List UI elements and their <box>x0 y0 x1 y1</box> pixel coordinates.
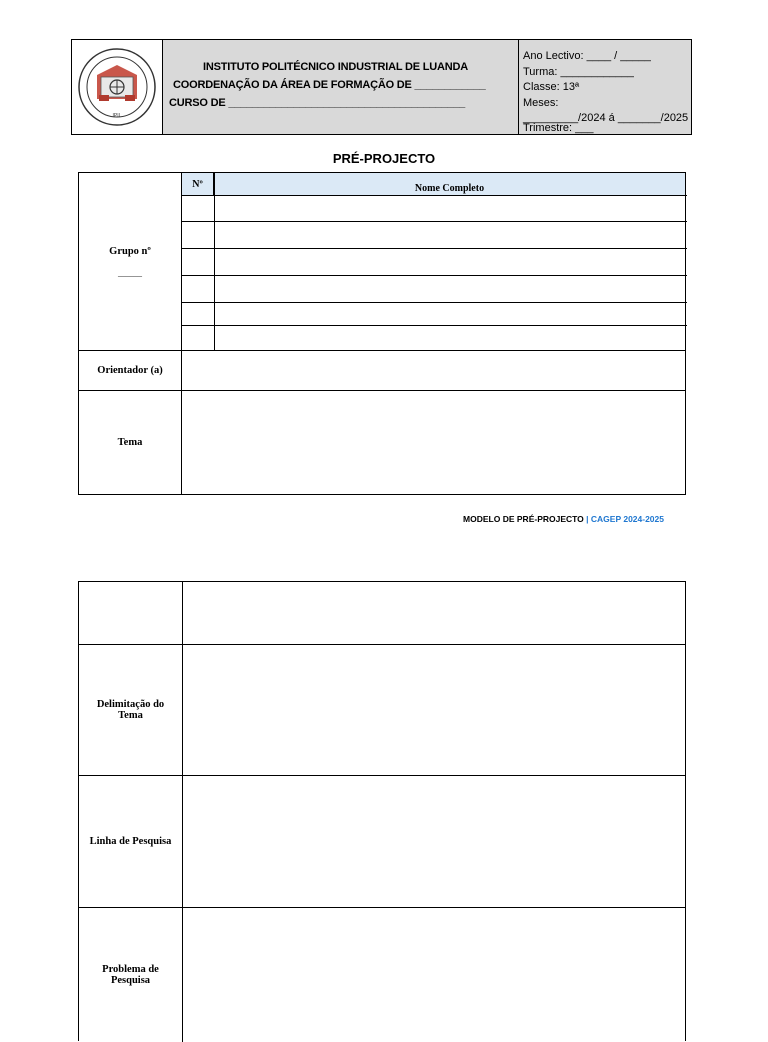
ano-lectivo-field: Ano Lectivo: ____ / _____ <box>523 50 651 62</box>
problema-pesquisa-label-cell <box>79 907 182 1042</box>
member-row-6[interactable] <box>215 326 685 350</box>
grupo-label: Grupo nº <box>109 245 151 257</box>
delimitacao-field[interactable] <box>183 645 685 775</box>
trimestre-field: Trimestre: ___ <box>523 121 594 134</box>
tema-label: Tema <box>117 436 143 448</box>
seal-icon <box>77 47 157 127</box>
group-info-table <box>78 172 686 495</box>
member-row-1[interactable] <box>215 196 685 221</box>
meses-range-field: _________/2024 á _______/2025 <box>523 112 689 124</box>
header-info-block <box>519 40 691 134</box>
member-row-3[interactable] <box>215 249 685 275</box>
linha-pesquisa-label: Linha de Pesquisa <box>89 835 172 847</box>
tema-field[interactable] <box>183 391 685 494</box>
col-name-header <box>214 173 685 195</box>
delimitacao-label: Delimitação do Tema <box>96 698 165 721</box>
project-details-table <box>78 581 686 1041</box>
header-title-block <box>163 40 519 134</box>
orientador-field[interactable] <box>183 351 685 390</box>
meses-label: Meses: <box>523 96 559 109</box>
problema-pesquisa-field[interactable] <box>183 908 685 1042</box>
tema-label-cell <box>79 390 182 494</box>
page-title: PRÉ-PROJECTO <box>332 151 436 166</box>
classe-field: Classe: 13ª <box>523 81 580 93</box>
orientador-label-cell <box>79 350 182 390</box>
orientador-label: Orientador (a) <box>97 364 163 376</box>
member-row-4[interactable] <box>215 276 685 302</box>
col-num-header <box>182 173 214 195</box>
linha-pesquisa-field[interactable] <box>183 776 685 907</box>
footer-cagep: CAGEP 2024-2025 <box>590 514 664 524</box>
linha-pesquisa-label-cell <box>79 775 182 907</box>
institute-logo <box>72 40 163 134</box>
institute-name: INSTITUTO POLITÉCNICO INDUSTRIAL DE LUANDA <box>203 61 468 73</box>
grupo-label-cell <box>79 173 182 350</box>
footer-model: MODELO DE PRÉ-PROJECTO <box>463 514 584 524</box>
member-row-2[interactable] <box>215 222 685 248</box>
page-footer-note <box>463 514 664 524</box>
course-line: CURSO DE ________________________________________ <box>169 97 466 109</box>
grupo-number-blank: ______ <box>118 268 142 278</box>
coordination-line: COORDENAÇÃO DA ÁREA DE FORMAÇÃO DE ____________ <box>173 79 486 91</box>
delimitacao-label-cell <box>79 644 182 775</box>
problema-pesquisa-label: Problema de Pesquisa <box>102 963 159 986</box>
turma-field: Turma: ____________ <box>523 65 634 78</box>
member-row-5[interactable] <box>215 303 685 325</box>
logo-caption: IPIL <box>112 113 122 119</box>
blank-content-field[interactable] <box>183 582 685 644</box>
document-header <box>71 39 692 135</box>
blank-label-cell <box>79 582 182 644</box>
col-name-label: Nome Completo <box>414 182 485 194</box>
col-num-label: Nº <box>192 178 203 190</box>
footer-separator: | <box>583 514 591 524</box>
